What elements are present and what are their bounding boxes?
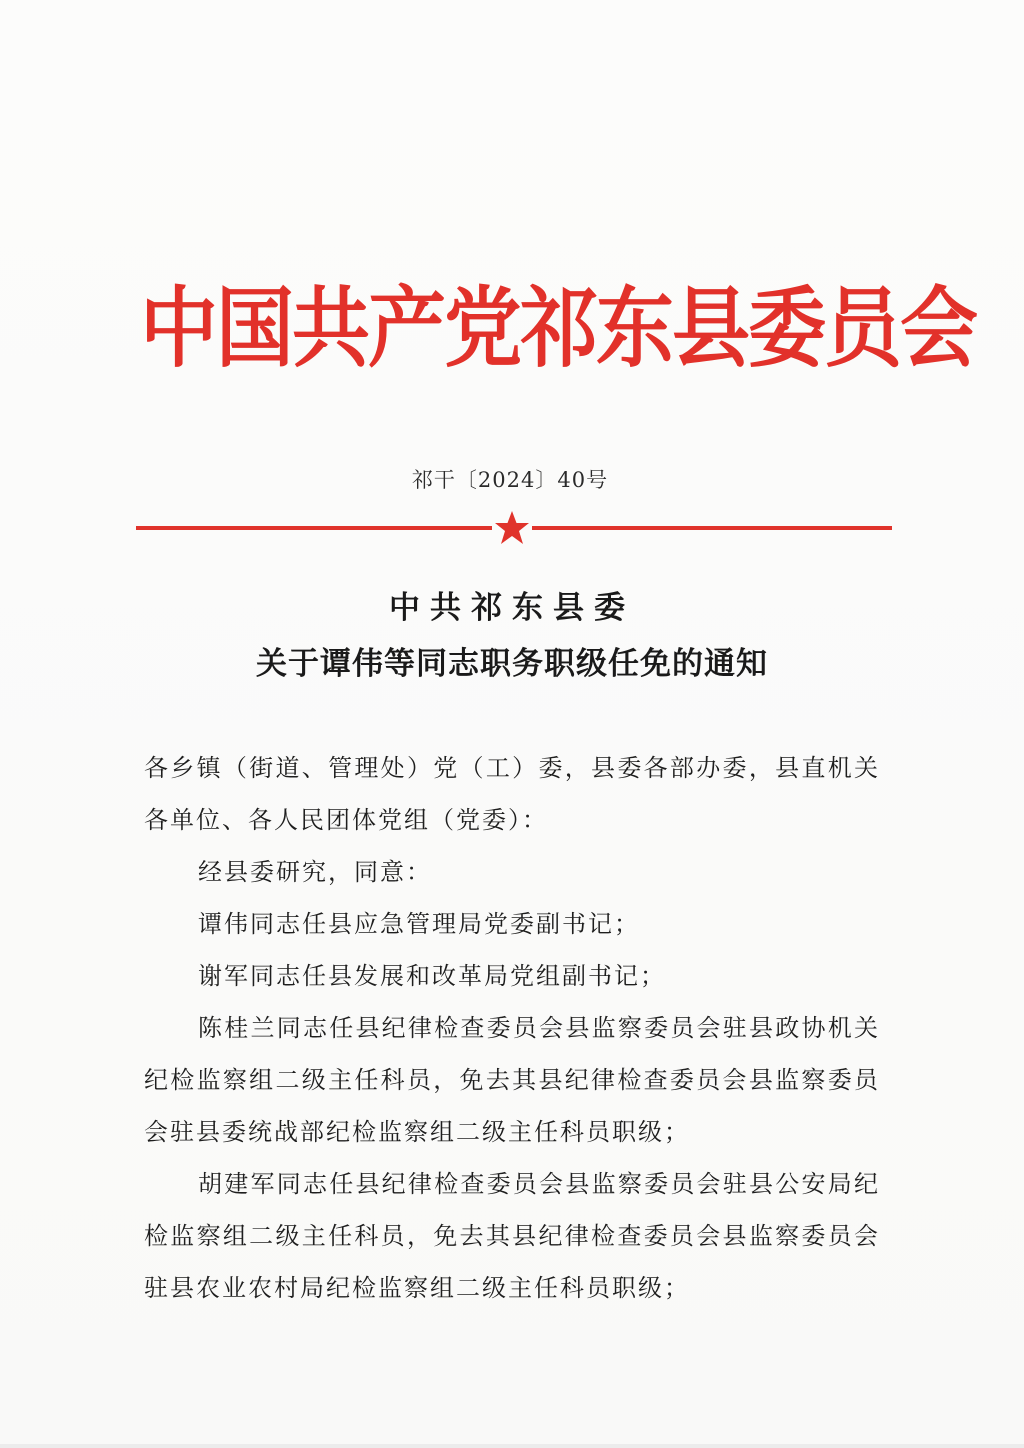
salutation (144, 742, 880, 846)
notice-title-line1: 中共祁东县委 (389, 590, 635, 626)
red-divider-left (136, 526, 492, 530)
body-paragraph: 谢军同志任县发展和改革局党组副书记； (198, 962, 666, 990)
notice-body (144, 846, 880, 1314)
red-star-icon (492, 508, 532, 548)
notice-title-line2: 关于谭伟等同志职务职级任免的通知 (256, 646, 768, 682)
body-paragraph: 谭伟同志任县应急管理局党委副书记； (198, 910, 640, 938)
body-paragraph: 经县委研究，同意： (198, 858, 432, 886)
red-divider-right (532, 526, 892, 530)
page-edge (0, 1444, 1024, 1448)
body-paragraph: 胡建军同志任县纪律检查委员会县监察委员会驻县公安局纪检监察组二级主任科员，免去其县纪律检查委员会县监察委员会驻县农业农村局纪检监察组二级主任科员职级； (144, 1170, 880, 1302)
body-paragraph: 陈桂兰同志任县纪律检查委员会县监察委员会驻县政协机关纪检监察组二级主任科员，免去其县纪律检查委员会县监察委员会驻县委统战部纪检监察组二级主任科员职级； (144, 1014, 880, 1146)
document-number: 祁干〔2024〕40号 (411, 468, 609, 492)
salutation-text: 各乡镇（街道、管理处）党（工）委，县委各部办委，县直机关各单位、各人民团体党组（党委）： (144, 754, 880, 834)
issuing-organization-title: 中国共产党祁东县委员会 (140, 278, 977, 380)
